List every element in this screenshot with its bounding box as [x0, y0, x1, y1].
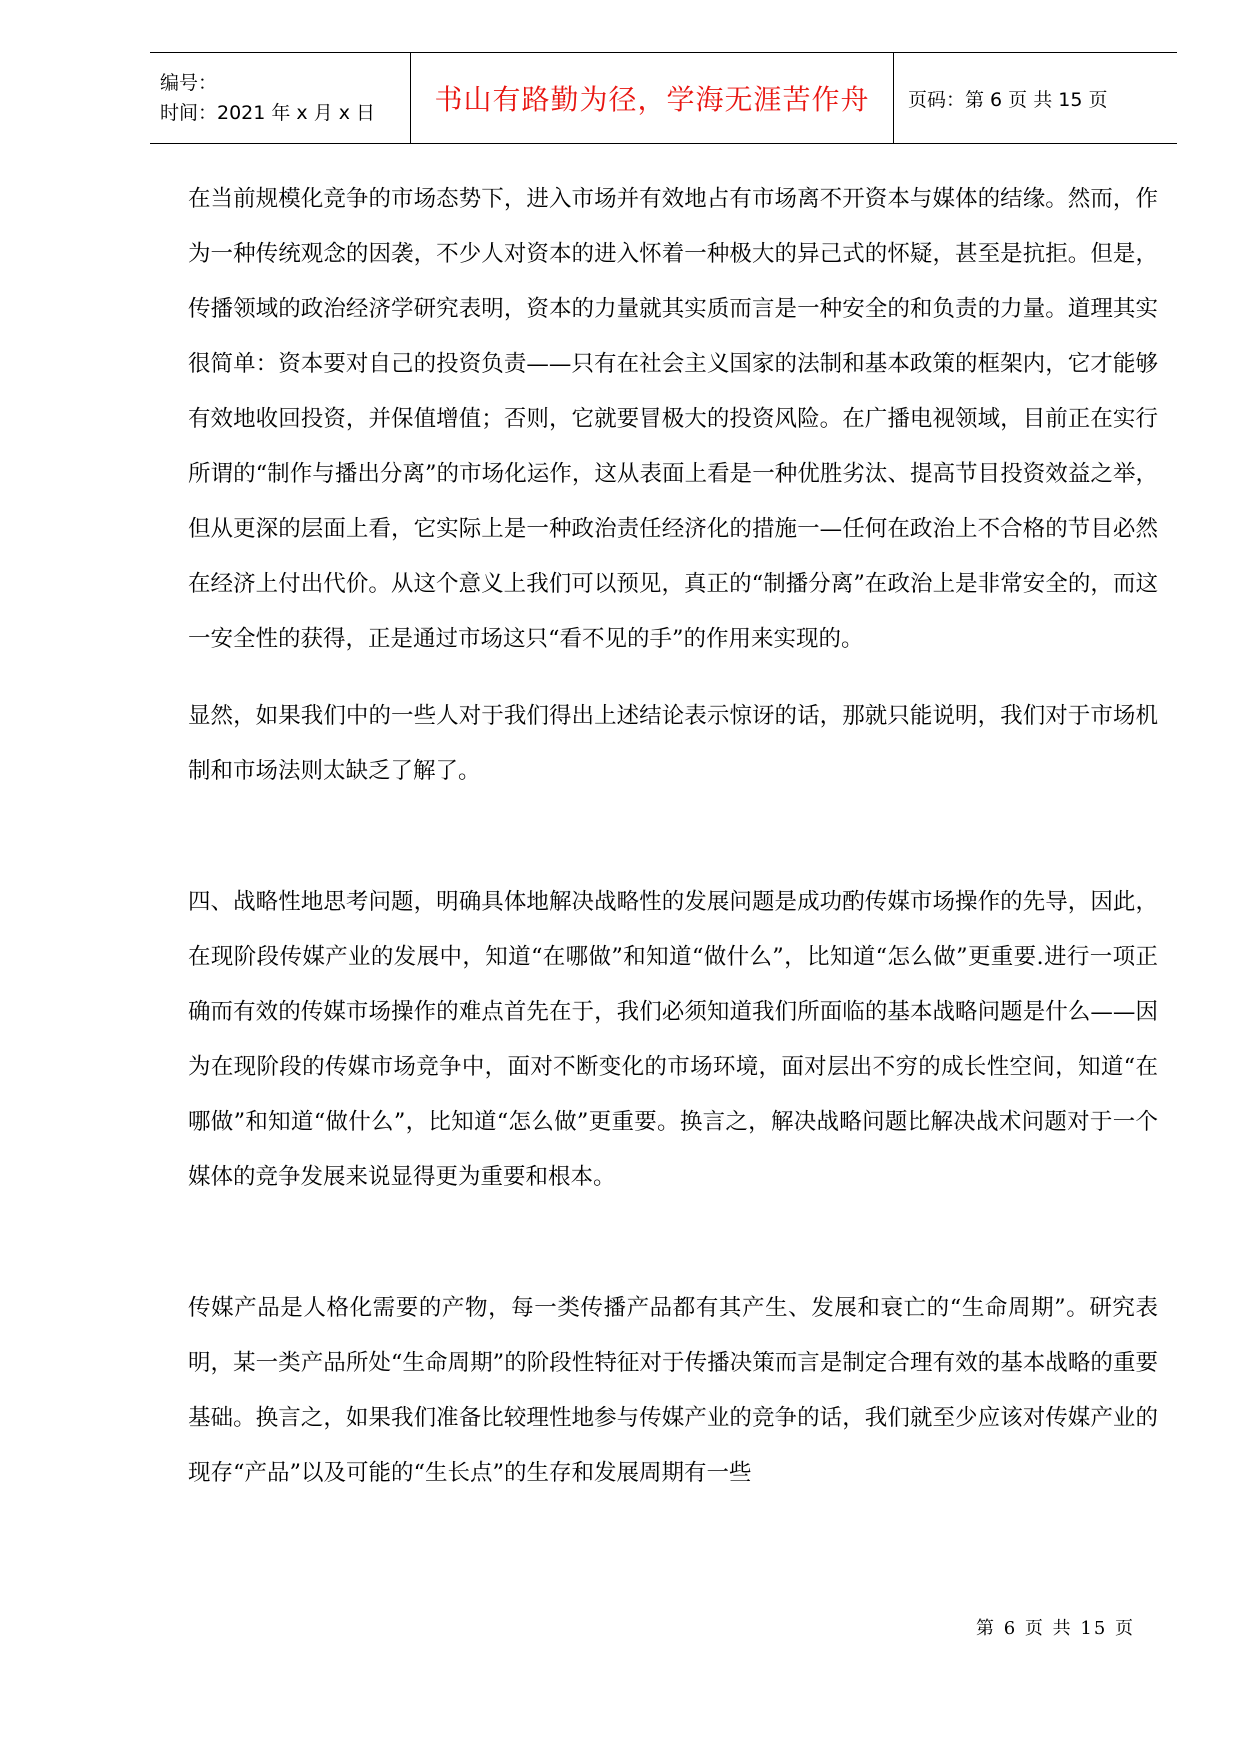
page-footer: 第 6 页 共 15 页	[976, 1618, 1135, 1639]
page-header	[150, 52, 1177, 144]
header-page-info: 页码：第 6 页 共 15 页	[908, 88, 1108, 111]
paragraph-strategy: 四、战略性地思考问题，明确具体地解决战略性的发展问题是成功酌传媒市场操作的先导，因此，在现阶段传媒产业的发展中，知道“在哪做”和知道“做什么”，比知道“怎么做”更重要.进行一项正确而有效的传媒市场操作的难点首先在于，我们必须知道我们所面临的基本战略问题是什么——因为在现阶段的传媒市场竞争中，面对不断变化的市场环境，面对层出不穷的成长性空间，知道“在哪做”和知道“做什么”，比知道“怎么做”更重要。换言之，解决战略问题比解决战术问题对于一个媒体的竞争发展来说显得更为重要和根本。	[188, 889, 1158, 1190]
document-body	[188, 172, 1158, 1501]
paragraph-conclusion: 显然，如果我们中的一些人对于我们得出上述结论表示惊讶的话，那就只能说明，我们对于市场机制和市场法则太缺乏了解了。	[188, 703, 1158, 784]
paragraph-product-lifecycle: 传媒产品是人格化需要的产物，每一类传播产品都有其产生、发展和衰亡的“生命周期”。研究表明，某一类产品所处“生命周期”的阶段性特征对于传播决策而言是制定合理有效的基本战略的重要基础。换言之，如果我们准备比较理性地参与传媒产业的竞争的话，我们就至少应该对传媒产业的现存“产品”以及可能的“生长点”的生存和发展周期有一些	[188, 1295, 1158, 1486]
header-meta	[150, 53, 410, 143]
header-motto: 书山有路勤为径，学海无涯苦作舟	[410, 53, 894, 143]
document-time-label: 时间：2021 年 x 月 x 日	[160, 102, 376, 124]
document-number-label: 编号：	[160, 72, 218, 94]
paragraph-capital-media: 在当前规模化竞争的市场态势下，进入市场并有效地占有市场离不开资本与媒体的结缘。然而，作为一种传统观念的因袭，不少人对资本的进入怀着一种极大的异己式的怀疑，甚至是抗拒。但是，传播领域的政治经济学研究表明，资本的力量就其实质而言是一种安全的和负责的力量。道理其实很简单：资本要对自己的投资负责——只有在社会主义国家的法制和基本政策的框架内，它才能够有效地收回投资，并保值增值；否则，它就要冒极大的投资风险。在广播电视领域，目前正在实行所谓的“制作与播出分离”的市场化运作，这从表面上看是一种优胜劣汰、提高节目投资效益之举，但从更深的层面上看，它实际上是一种政治责任经济化的措施一—任何在政治上不合格的节目必然在经济上付出代价。从这个意义上我们可以预见，真正的“制播分离”在政治上是非常安全的，而这一安全性的获得，正是通过市场这只“看不见的手”的作用来实现的。	[188, 186, 1158, 652]
